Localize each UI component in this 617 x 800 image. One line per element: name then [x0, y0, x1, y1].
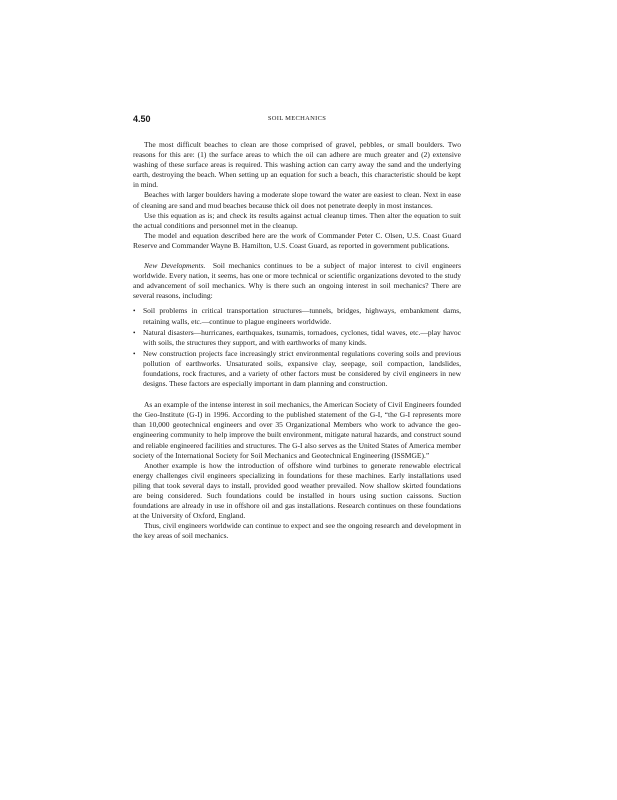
page-header: [133, 114, 461, 126]
reasons-list: [133, 306, 461, 389]
paragraph-new-developments-body: Soil mechanics continues to be a subject of major interest to civil engineers worldwide. Every nation, it seems, has one or more technical or scientific organizations devoted to the study and advancement of soil mechanics. Why is there such an ongoing interest in soil mechanics? There are several reasons, including:: [133, 261, 462, 301]
bullet-icon: •: [133, 328, 136, 337]
list-item-text: Soil problems in critical transportation structures—tunnels, bridges, highways, embankment dams, retaining walls, etc.—continue to plague engineers worldwide.: [143, 306, 461, 326]
paragraph-beaches-difficult: The most difficult beaches to clean are those comprised of gravel, pebbles, or small boulders. Two reasons for this are: (1) the surface areas to which the oil can adhere are much greater and (2) extensive washing of these surface areas is required. This washing action can carry away the sand and the underlying earth, destroying the beach. When setting up an equation for such a beach, this characteristic should be kept in mind.: [133, 140, 461, 190]
paragraph-offshore-wind: Another example is how the introduction of offshore wind turbines to generate renewable electrical energy challenges civil engineers specializing in foundations for these machines. Early installations used piling that took several days to install, provided good weather prevailed. Now shallow skirted foundations are being considered. Such foundations could be installed in hours using suction caissons. Suction foundations are already in use in offshore oil and gas installations. Research continues on these foundations at the University of Oxford, England.: [133, 460, 461, 521]
bullet-icon: •: [133, 349, 136, 358]
list-item: [133, 349, 461, 389]
list-item-text: New construction projects face increasingly strict environmental regulations covering soils and previous pollution of earthworks. Unsaturated soils, expansive clay, seepage, soil compaction, landslides, foundations, rock fractures, and a variety of other factors must be considered by civil engineers in new designs. These factors are especially important in dam planning and construction.: [143, 348, 461, 389]
list-item-text: Natural disasters—hurricanes, earthquakes, tsunamis, tornadoes, cyclones, tidal waves, etc.—play havoc with soils, the structures they support, and with earthworks of many kinds.: [143, 327, 461, 347]
section-subhead: New Developments.: [144, 261, 206, 271]
page-number: 4.50: [133, 114, 151, 124]
paragraph-beaches-easiest: Beaches with larger boulders having a moderate slope toward the water are easiest to clean. Next in ease of cleaning are sand and mud beaches because thick oil does not penetrate deeply in most instances.: [133, 190, 461, 210]
paragraph-attribution: The model and equation described here are the work of Commander Peter C. Olsen, U.S. Coast Guard Reserve and Commander Wayne B. Hamilton, U.S. Coast Guard, as reported in government publications.: [133, 230, 461, 250]
paragraph-equation-use: Use this equation as is; and check its results against actual cleanup times. Then alter the equation to suit the actual conditions and personnel met in the cleanup.: [133, 210, 461, 230]
paragraph-new-developments: [133, 261, 461, 301]
body-text: [133, 140, 461, 541]
list-item: [133, 328, 461, 348]
paragraph-conclusion: Thus, civil engineers worldwide can continue to expect and see the ongoing research and development in the key areas of soil mechanics.: [133, 521, 461, 541]
running-head: SOIL MECHANICS: [267, 115, 327, 122]
list-item: [133, 306, 461, 326]
paragraph-geo-institute: As an example of the intense interest in soil mechanics, the American Society of Civil Engineers founded the Geo-Institute (G-I) in 1996. According to the published statement of the G-I, “the G-I represents more than 10,000 geotechnical engineers and over 35 Organizational Members who work to advance the geo-engineering community to help improve the built environment, mitigate natural hazards, and construct sound and reliable engineered facilities and structures. The G-I also serves as the United States of America member society of the International Society for Soil Mechanics and Geotechnical Engineering (ISSMGE).”: [133, 400, 461, 460]
bullet-icon: •: [133, 307, 136, 316]
